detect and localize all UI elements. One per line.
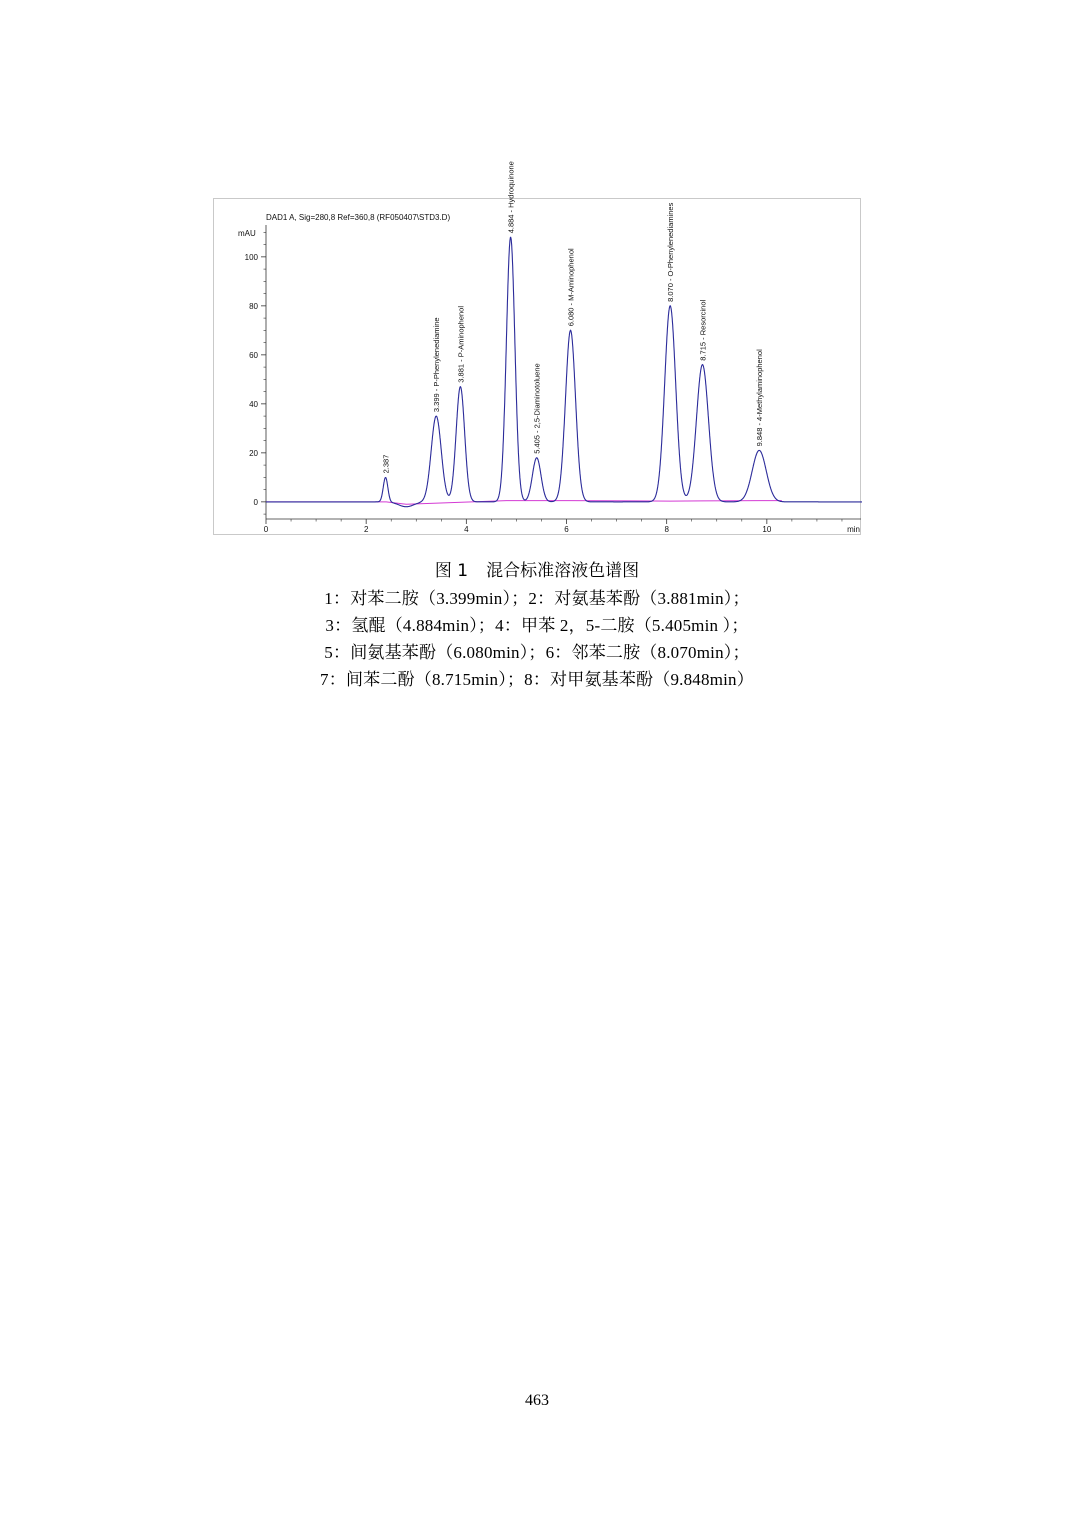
x-tick-label: 10 bbox=[762, 525, 772, 534]
y-tick-label: 40 bbox=[249, 399, 258, 409]
figure-caption-text: 混合标准溶液色谱图 bbox=[486, 561, 640, 581]
x-axis-label: min bbox=[847, 525, 860, 534]
peak-label: 2.387 bbox=[381, 454, 391, 474]
x-tick-label: 0 bbox=[263, 525, 269, 534]
y-tick-label: 60 bbox=[249, 350, 258, 360]
peak-label: 6.080 - M-Aminophenol bbox=[566, 248, 576, 327]
x-tick-label: 8 bbox=[664, 525, 669, 534]
x-tick-label: 2 bbox=[363, 525, 369, 534]
peak-label: 3.399 - P-Phenylenediamine bbox=[432, 317, 442, 413]
x-tick-label: 6 bbox=[564, 525, 569, 534]
chart-title: DAD1 A, Sig=280,8 Ref=360,8 (RF050407\STD3.D) bbox=[266, 213, 451, 222]
figure-legend-line-3: 5：间氨基苯酚（6.080min）；6：邻苯二胺（8.070min）； bbox=[324, 643, 750, 662]
figure-caption bbox=[0, 556, 1074, 581]
signal-trace bbox=[266, 237, 862, 506]
figure-legend-line-1: 1：对苯二胺（3.399min）；2：对氨基苯酚（3.881min）； bbox=[324, 589, 750, 608]
figure-legend-line-4: 7：间苯二酚（8.715min）；8：对甲氨基苯酚（9.848min） bbox=[320, 670, 754, 689]
y-tick-label: 20 bbox=[249, 448, 258, 458]
figure-legend-line-2: 3：氢醌（4.884min）；4：甲苯 2，5-二胺（5.405min ）； bbox=[325, 616, 749, 635]
integration-baseline bbox=[266, 501, 782, 505]
x-tick-label: 4 bbox=[464, 525, 469, 534]
peak-label: 8.070 - O-Phenylenediamines bbox=[666, 202, 676, 302]
peak-label: 3.881 - P-Aminophenol bbox=[456, 305, 466, 383]
y-tick-label: 80 bbox=[249, 301, 258, 311]
y-axis-label: mAU bbox=[238, 229, 256, 238]
chromatogram-chart bbox=[213, 161, 861, 535]
y-tick-label: 100 bbox=[244, 252, 258, 262]
y-tick-label: 0 bbox=[253, 497, 258, 507]
peak-label: 9.848 - 4-Methylaminophenol bbox=[755, 349, 765, 447]
peak-label: 8.715 - Resorcinol bbox=[698, 299, 708, 361]
figure-caption-number: 图 1 bbox=[434, 561, 469, 581]
peak-label: 4.884 - Hydroquinone bbox=[506, 161, 516, 234]
page-number: 463 bbox=[525, 1392, 549, 1409]
chromatogram-svg bbox=[214, 161, 862, 536]
peak-label: 5.405 - 2,5-Diaminotoluene bbox=[532, 363, 542, 454]
